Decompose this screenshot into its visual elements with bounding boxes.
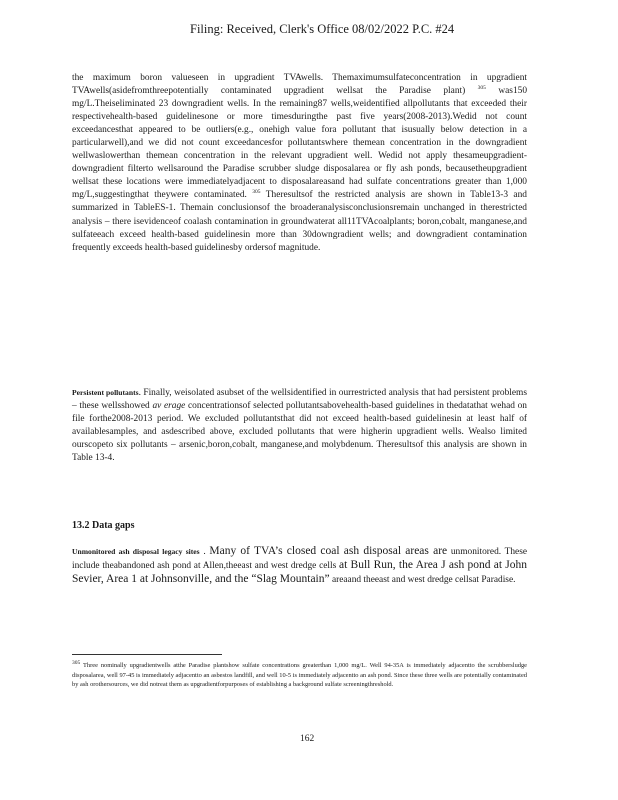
paragraph2-text-b: concentrationsof selected pollutantsabovehealth-based guidelines in thedatathat wehad on file forthe2008-2013 period. We excluded pollutantsthat did not exceed health-based guidelinesin at least half of availablesamples, and asdescribed above, excluded pollutants that were higherin upgradient wells. Wealso limited ourscopeto six pollutants – arsenic,boron,cobalt, manganese,and molybdenum. Theresultsof this analysis are shown in Table 13-4. bbox=[72, 401, 527, 464]
paragraph1-text-a: the maximum boron valueseen in upgradient TVAwells. Themaximumsulfateconcentration in upgradient TVAwells(asidefromthreepotentially contaminated upgradient wellsat the Paradise plant) bbox=[72, 73, 527, 97]
footnote-ref-1: 305 bbox=[477, 84, 486, 91]
page-number: 162 bbox=[300, 734, 315, 744]
paragraph3-dot: . bbox=[203, 547, 206, 557]
paragraph-restricted-analysis bbox=[72, 72, 527, 255]
paragraph-persistent-pollutants bbox=[72, 386, 527, 465]
persistent-pollutants-lead: Persistent pollutants bbox=[72, 388, 139, 397]
paragraph3-large-text-2: at Bull Run, the Area J ash pond at John Sevier, Area 1 at Johnsonville, and the “Slag Mountain” bbox=[72, 559, 527, 586]
footnote-305 bbox=[72, 661, 527, 690]
unmonitored-sites-lead: Unmonitored ash disposal legacy sites bbox=[72, 547, 200, 556]
footnote-text: Three nominally upgradientwells atthe Paradise plantshow sulfate concentrations greaterthan 1,000 mg/L. Well 94-35A is immediately adjacentto the scrubbersludge disposalarea, well 97-45 is immediately adjacentto an asbestos landfill, and well 10-5 is immediately adjacentto an ash pond. Since these three wells are potentially contaminated by ash orothersources, we did notreat them as upgradientforpurposes of establishing a background sulfate screeningthreshold. bbox=[72, 662, 527, 689]
paragraph1-text-c: Theresultsof the restricted analysis are shown in Table13-3 and summarized in TableES-1. Themain conclusionsof the broaderanalysisconclusionsremain unchanged in therestricted analysis – there isevidenceof coalash contamination in groundwaterat all11TVAcoalplants; boron,cobalt, manganese,and sulfateeach exceed health-based guidelinesin more than 30downgradient wells; and downgradient contamination frequently exceeds health-based guidelinesby ordersof magnitude. bbox=[72, 190, 527, 253]
paragraph3-large-text-1: Many of TVA’s closed coal ash disposal areas are bbox=[209, 545, 448, 557]
footnote-ref-2: 305 bbox=[252, 189, 261, 196]
footnote-divider bbox=[72, 654, 222, 655]
footnote-number: 305 bbox=[72, 659, 81, 666]
filing-header: Filing: Received, Clerk's Office 08/02/2022 P.C. #24 bbox=[190, 22, 455, 36]
section-heading-data-gaps: 13.2 Data gaps bbox=[72, 520, 135, 531]
paragraph1-text-b: was150 mg/L.Theiseliminated 23 downgradient wells. In the remaining87 wells,weidentified allpollutants that exceeded their respectivehealth-based guidelinesone or more timesduringthe past five years(2008-2013).Wedid not count exceedancesthat appeared to be outliers(e.g., onehigh value fora pollutant that isusually below detection in a particularwell),and we did not count exceedancesfor pollutantswhere themean concentration in the downgradient wellwaslowerthan themean concentration in the relevant upgradient well. Wedid not apply thesameupgradient-downgradient filterto wellsaround the Paradise scrubber sludge disposalarea or fly ash ponds, becausetheupgradient wellsat these locations were immediatelyadjacent to disposalareasand had sulfate concentrations greater than 1,000 mg/L,suggestingthat theywere contaminated. bbox=[72, 86, 528, 201]
paragraph2-italic: av erage bbox=[152, 401, 186, 412]
paragraph-unmonitored-sites bbox=[72, 545, 527, 587]
paragraph3-small-text-2: areaand theeast and west dredge cellsat Paradise. bbox=[331, 575, 516, 586]
paragraph2-text-a: . Finally, weisolated asubset of the wellsidentified in ourrestricted analysis that had persistent problems – these wellsshowed bbox=[72, 388, 528, 412]
paragraph3-small-text-1: unmonitored. These include theabandoned ash pond at Allen,theeast and west dredge cells bbox=[72, 547, 528, 572]
